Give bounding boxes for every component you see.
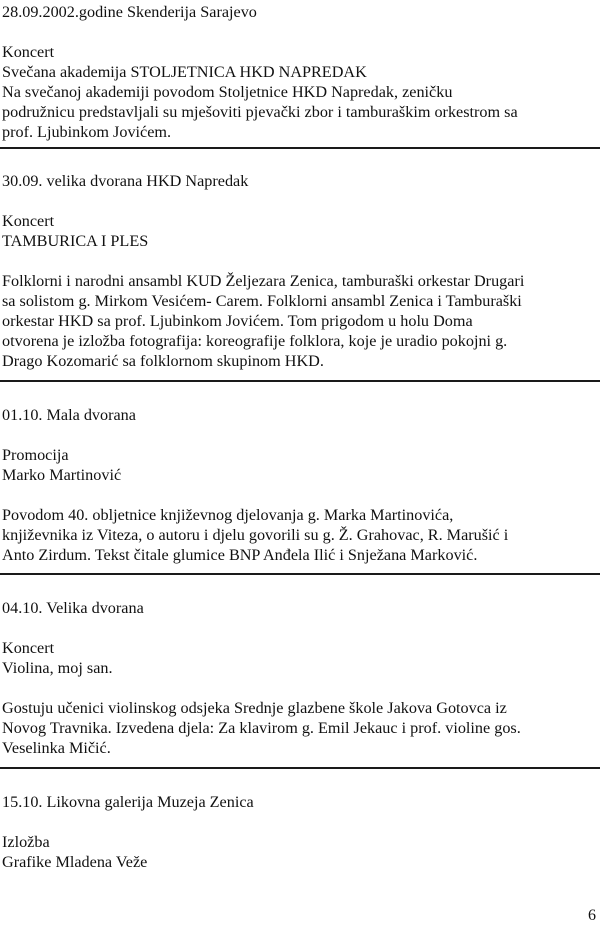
event-description-line: orkestar HKD sa prof. Ljubinkom Jovićem. Tom prigodom u holu Doma <box>2 312 473 330</box>
event-description-line: Na svečanoj akademiji povodom Stoljetnice HKD Napredak, zeničku <box>2 83 453 101</box>
event-title: Violina, moj san. <box>2 659 113 677</box>
event-description-line: podružnicu predstavljali su mješoviti pjevački zbor i tamburaškim orkestrom sa <box>2 103 518 121</box>
event-description-line: Novog Travnika. Izvedena djela: Za klavirom g. Emil Jekauc i prof. violine gos. <box>2 719 521 737</box>
event-date-place: 30.09. velika dvorana HKD Napredak <box>2 172 249 190</box>
event-type: Promocija <box>2 446 69 464</box>
section-divider <box>0 767 600 769</box>
event-title: Grafike Mladena Veže <box>2 853 148 871</box>
event-description-line: Veselinka Mičić. <box>2 739 111 757</box>
section-divider <box>0 147 600 149</box>
event-description-line: otvorena je izložba fotografija: koreografije folklora, koje je uradio pokojni g. <box>2 332 508 350</box>
event-title: Marko Martinović <box>2 466 122 484</box>
page-number: 6 <box>588 907 596 924</box>
event-date-place: 15.10. Likovna galerija Muzeja Zenica <box>2 793 254 811</box>
event-description-line: književnika iz Viteza, o autoru i djelu govorili su g. Ž. Grahovac, R. Marušić i <box>2 526 509 544</box>
event-date-place: 01.10. Mala dvorana <box>2 406 136 424</box>
event-type: Koncert <box>2 639 55 657</box>
event-date-place: 04.10. Velika dvorana <box>2 599 144 617</box>
event-description-line: Povodom 40. obljetnice književnog djelovanja g. Marka Martinovića, <box>2 506 454 524</box>
event-type: Koncert <box>2 212 55 230</box>
event-description-line: Gostuju učenici violinskog odsjeka Srednje glazbene škole Jakova Gotovca iz <box>2 699 507 717</box>
event-date-place: 28.09.2002.godine Skenderija Sarajevo <box>2 3 257 21</box>
event-entry-2 <box>2 171 600 371</box>
event-description-line: Folklorni i narodni ansambl KUD Željezara Zenica, tamburaški orkestar Drugari <box>2 272 525 290</box>
event-description-line: prof. Ljubinkom Jovićem. <box>2 123 172 141</box>
event-description-line: Drago Kozomarić sa folklornom skupinom HKD. <box>2 352 324 370</box>
event-entry-3 <box>2 405 600 565</box>
event-entry-5 <box>2 792 600 872</box>
event-entry-1 <box>2 2 600 142</box>
event-type: Koncert <box>2 43 55 61</box>
event-entry-4 <box>2 598 600 758</box>
event-title: TAMBURICA I PLES <box>2 232 149 250</box>
section-divider <box>0 573 600 575</box>
event-description-line: sa solistom g. Mirkom Vesićem- Carem. Folklorni ansambl Zenica i Tamburaški <box>2 292 522 310</box>
event-description-line: Anto Zirdum. Tekst čitale glumice BNP Anđela Ilić i Snježana Marković. <box>2 546 478 564</box>
event-type: Izložba <box>2 833 50 851</box>
event-title: Svečana akademija STOLJETNICA HKD NAPREDAK <box>2 63 367 81</box>
section-divider <box>0 380 600 382</box>
